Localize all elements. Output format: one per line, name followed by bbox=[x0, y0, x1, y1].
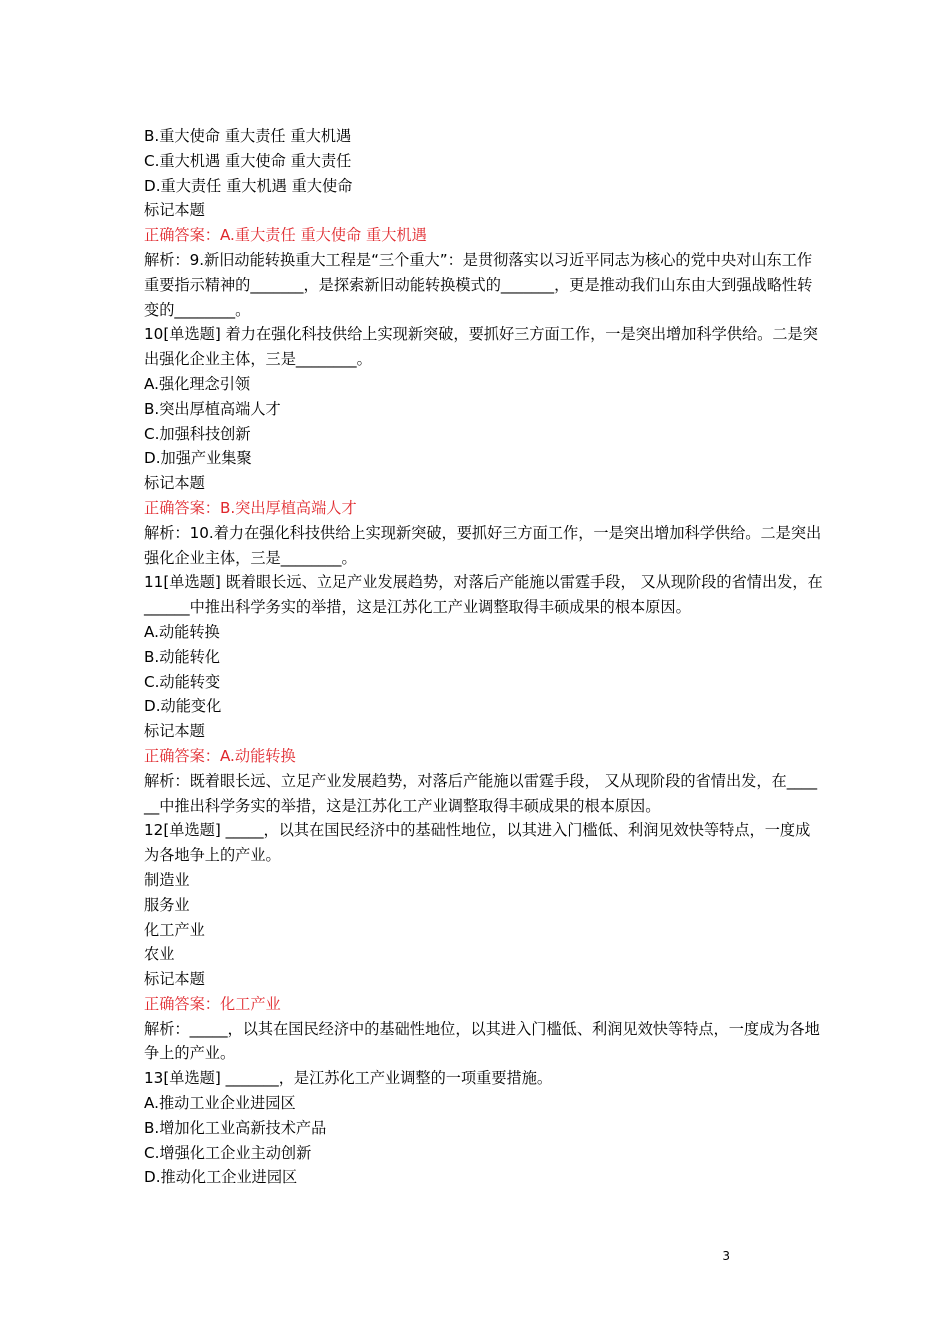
answer-option: C.增强化工企业主动创新 bbox=[144, 1143, 312, 1162]
answer-option: A.推动工业企业进园区 bbox=[144, 1094, 296, 1113]
answer-option: A.强化理念引领 bbox=[144, 374, 251, 393]
analysis-text: 解析：9.新旧动能转换重大工程是“三个重大”：是贯彻落实以习近平同志为核心的党中央对山东工作重要指示精神的_______，是探索新旧动能转换模式的_______，更是推动我们山东由大到强战略性转变的________。 bbox=[144, 250, 813, 319]
mark-question-label: 标记本题 bbox=[144, 201, 205, 220]
answer-option: 化工产业 bbox=[144, 920, 205, 939]
answer-option: B.动能转化 bbox=[144, 647, 220, 666]
document-body bbox=[144, 124, 824, 1190]
question-text: 10[单选题] 着力在强化科技供给上实现新突破，要抓好三方面工作，一是突出增加科学供给。二是突出强化企业主体，三是________。 bbox=[144, 325, 818, 369]
correct-answer: 正确答案：化工产业 bbox=[144, 994, 281, 1013]
answer-option: A.动能转换 bbox=[144, 622, 220, 641]
answer-option: B.重大使命 重大责任 重大机遇 bbox=[144, 127, 352, 145]
answer-option: 制造业 bbox=[144, 870, 190, 889]
answer-option: B.突出厚植高端人才 bbox=[144, 399, 281, 418]
mark-question-label: 标记本题 bbox=[144, 474, 205, 493]
question-text: 11[单选题] 既着眼长远、立足产业发展趋势，对落后产能施以雷霆手段， 又从现阶段的省情出发，在______中推出科学务实的举措，这是江苏化工产业调整取得丰硕成果的根本原因。 bbox=[144, 573, 823, 617]
correct-answer: 正确答案：A.重大责任 重大使命 重大机遇 bbox=[144, 226, 427, 245]
answer-option: C.重大机遇 重大使命 重大责任 bbox=[144, 151, 352, 170]
mark-question-label: 标记本题 bbox=[144, 722, 205, 741]
page-number: 3 bbox=[722, 1249, 730, 1263]
mark-question-label: 标记本题 bbox=[144, 970, 205, 989]
answer-option: 农业 bbox=[144, 945, 175, 964]
answer-option: 服务业 bbox=[144, 895, 190, 914]
answer-option: C.动能转变 bbox=[144, 672, 221, 691]
analysis-text: 解析：10.着力在强化科技供给上实现新突破，要抓好三方面工作，一是突出增加科学供给。二是突出强化企业主体，三是________。 bbox=[144, 523, 822, 567]
correct-answer: 正确答案：A.动能转换 bbox=[144, 746, 296, 765]
analysis-text: 解析：既着眼长远、立足产业发展趋势，对落后产能施以雷霆手段， 又从现阶段的省情出发，在______中推出科学务实的举措，这是江苏化工产业调整取得丰硕成果的根本原因。 bbox=[144, 771, 818, 815]
answer-option: D.加强产业集聚 bbox=[144, 449, 252, 468]
analysis-text: 解析：_____，以其在国民经济中的基础性地位，以其进入门槛低、利润见效快等特点，一度成为各地争上的产业。 bbox=[144, 1019, 820, 1063]
answer-option: D.推动化工企业进园区 bbox=[144, 1168, 298, 1187]
answer-option: D.重大责任 重大机遇 重大使命 bbox=[144, 176, 353, 195]
answer-option: D.动能变化 bbox=[144, 697, 222, 716]
question-text: 13[单选题] _______，是江苏化工产业调整的一项重要措施。 bbox=[144, 1069, 553, 1088]
correct-answer: 正确答案：B.突出厚植高端人才 bbox=[144, 498, 357, 517]
question-text: 12[单选题] _____，以其在国民经济中的基础性地位，以其进入门槛低、利润见效快等特点，一度成为各地争上的产业。 bbox=[144, 821, 811, 865]
answer-option: B.增加化工业高新技术产品 bbox=[144, 1118, 327, 1137]
answer-option: C.加强科技创新 bbox=[144, 424, 251, 443]
